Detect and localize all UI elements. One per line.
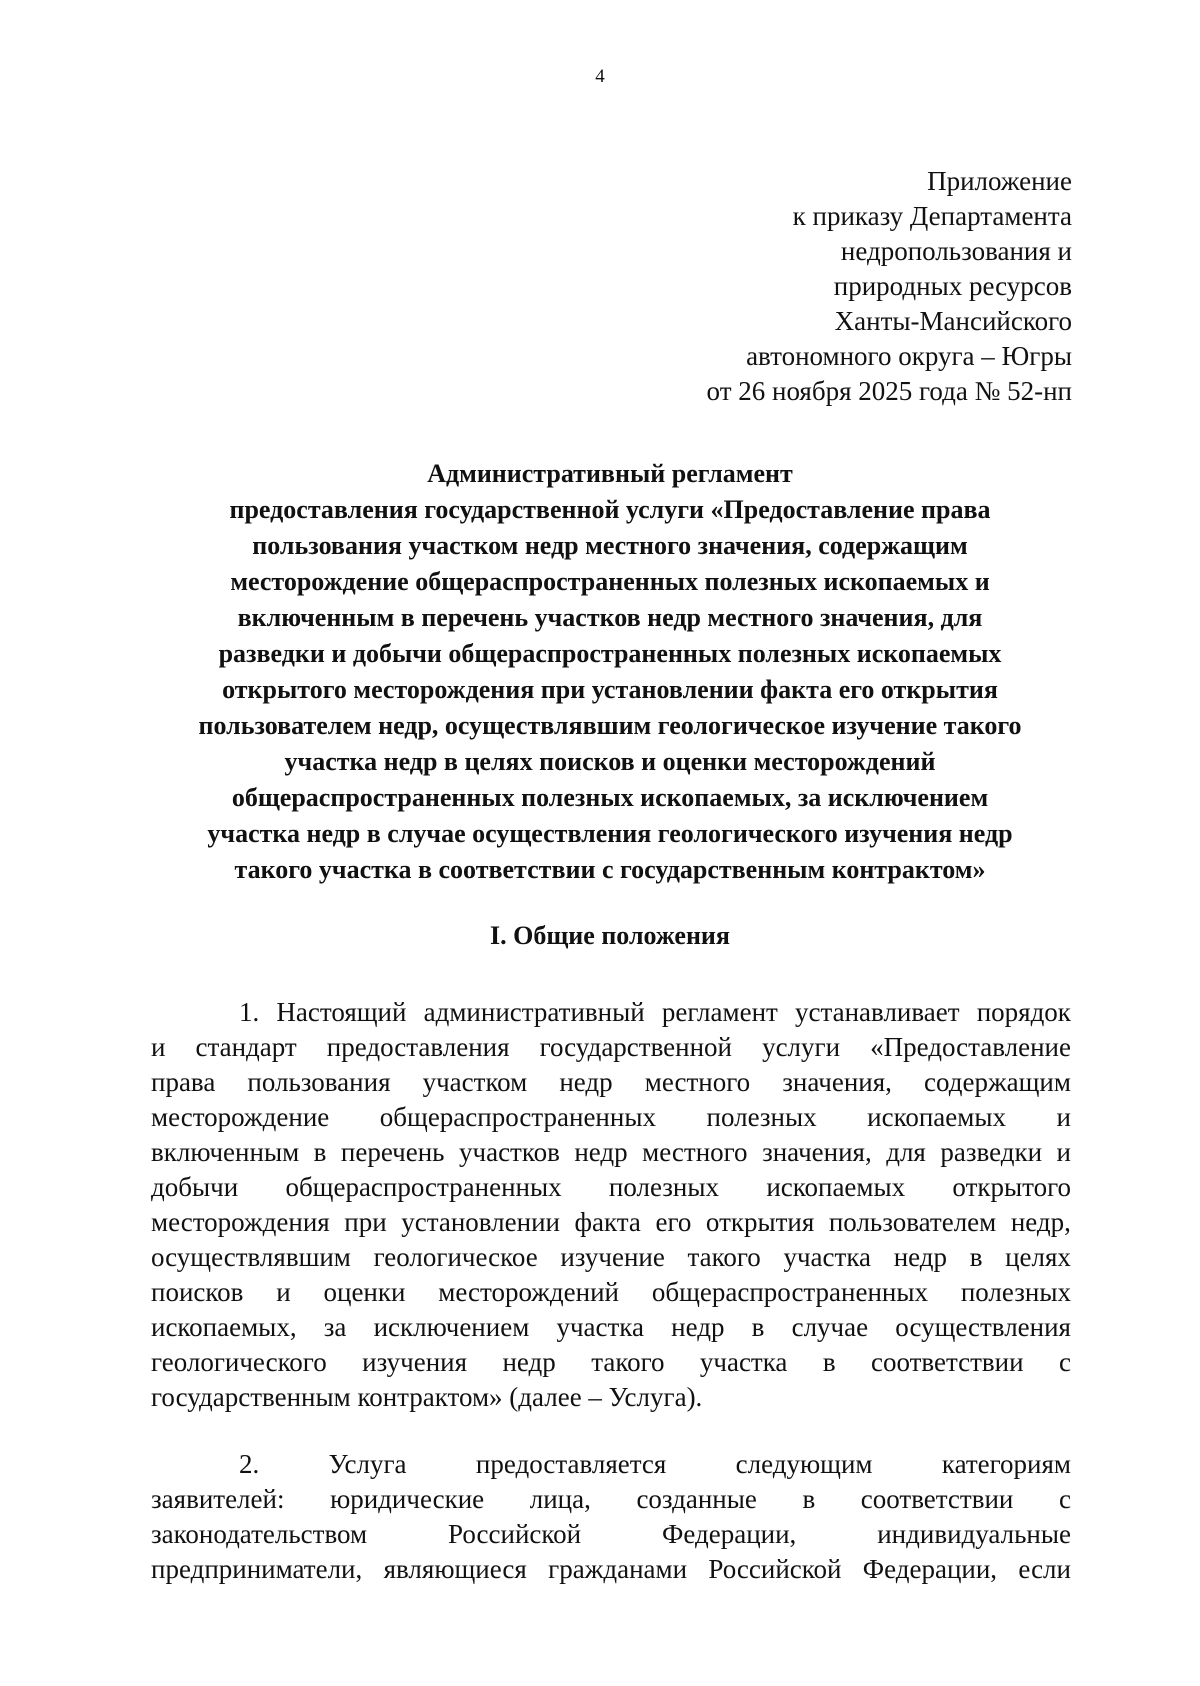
word: гражданами <box>548 1554 688 1584</box>
word: недр <box>671 1312 725 1342</box>
paragraph-line <box>151 1170 1071 1205</box>
word: стандарт <box>195 1032 297 1062</box>
word: изучение <box>560 1242 665 1272</box>
paragraph-line <box>151 1447 1071 1482</box>
word: 1. <box>239 997 260 1027</box>
page-number: 4 <box>595 66 605 87</box>
word: разведки <box>940 1137 1043 1167</box>
title-line: открытого месторождения при установлении факта его открытия <box>222 675 998 704</box>
paragraph-line <box>151 1030 1071 1065</box>
word: месторождений <box>438 1277 620 1307</box>
word: предоставляется <box>475 1449 667 1479</box>
word: созданные <box>636 1484 757 1514</box>
word: для <box>886 1137 926 1167</box>
word: общераспространенных <box>651 1277 929 1307</box>
paragraph-line <box>151 1482 1071 1517</box>
paragraph-line <box>151 1100 1071 1135</box>
word: в <box>751 1312 765 1342</box>
word: оценки <box>323 1277 406 1307</box>
title-line: участка недр в целях поисков и оценки месторождений <box>284 747 936 776</box>
word: общераспространенных <box>379 1102 656 1132</box>
word: значения, <box>762 1137 872 1167</box>
paragraph-line <box>151 995 1071 1030</box>
word: полезных <box>960 1277 1071 1307</box>
word: геологического <box>151 1347 327 1377</box>
word: и <box>1056 1102 1071 1132</box>
word: права <box>151 1067 216 1097</box>
appendix-block <box>472 164 1072 409</box>
word: соответствии <box>860 1484 1014 1514</box>
word: участка <box>556 1312 644 1342</box>
word: соответствии <box>870 1347 1024 1377</box>
word: следующим <box>735 1449 873 1479</box>
word: пользователем <box>828 1207 997 1237</box>
paragraph-line <box>151 1275 1071 1310</box>
word: Российской <box>708 1554 842 1584</box>
word: в <box>822 1347 836 1377</box>
word: Российской <box>448 1519 582 1549</box>
word: ископаемых <box>867 1102 1006 1132</box>
word: перечень <box>340 1137 445 1167</box>
word: лица, <box>529 1484 591 1514</box>
title-line: включенным в перечень участков недр местного значения, для <box>237 603 983 632</box>
word: «Предоставление <box>870 1032 1071 1062</box>
word: Федерации, <box>662 1519 797 1549</box>
word: осуществлявшим <box>151 1242 351 1272</box>
paragraph-line <box>151 1065 1071 1100</box>
word: с <box>1058 1484 1071 1514</box>
paragraph-line: государственным контрактом» (далее – Услуга). <box>151 1382 703 1412</box>
word: государственной <box>539 1032 733 1062</box>
word: участков <box>459 1137 560 1167</box>
word: участком <box>422 1067 528 1097</box>
word: Настоящий <box>276 997 407 1027</box>
paragraph-1 <box>151 995 1071 1415</box>
word: открытия <box>705 1207 815 1237</box>
word: услуги <box>762 1032 841 1062</box>
word: полезных <box>608 1172 720 1202</box>
word: включенным <box>151 1137 300 1167</box>
word: заявителей: <box>151 1484 285 1514</box>
word: полезных <box>706 1102 817 1132</box>
word: за <box>323 1312 347 1342</box>
word: изучения <box>362 1347 468 1377</box>
word: недр <box>574 1137 628 1167</box>
paragraph-line <box>151 1240 1071 1275</box>
word: и <box>276 1277 291 1307</box>
word: предприниматели, <box>151 1554 363 1584</box>
title-line: разведки и добычи общераспространенных полезных ископаемых <box>218 639 1002 668</box>
word: Услуга <box>328 1449 407 1479</box>
word: являющиеся <box>383 1554 527 1584</box>
title-line: Административный регламент <box>427 459 793 488</box>
word: местного <box>642 1137 748 1167</box>
appendix-line: автономного округа – Югры <box>746 341 1072 371</box>
document-title <box>140 456 1080 888</box>
word: исключением <box>373 1312 530 1342</box>
word: недр <box>502 1347 556 1377</box>
word: Федерации, <box>862 1554 998 1584</box>
word: геологическое <box>373 1242 538 1272</box>
appendix-line: Ханты-Мансийского <box>834 306 1072 336</box>
paragraph-line <box>151 1552 1071 1587</box>
word: при <box>344 1207 387 1237</box>
word: ископаемых <box>766 1172 906 1202</box>
word: установлении <box>401 1207 560 1237</box>
word: регламент <box>661 997 778 1027</box>
word: и <box>1056 1137 1071 1167</box>
word: такого <box>591 1347 665 1377</box>
word: содержащим <box>924 1067 1071 1097</box>
word: в <box>969 1242 983 1272</box>
word: законодательством <box>151 1519 368 1549</box>
word: предоставления <box>326 1032 510 1062</box>
title-line: пользователем недр, осуществлявшим геологическое изучение такого <box>198 711 1022 740</box>
word: ископаемых, <box>151 1312 297 1342</box>
title-line: предоставления государственной услуги «Предоставление права <box>229 495 991 524</box>
word: категориям <box>941 1449 1071 1479</box>
word: осуществления <box>895 1312 1071 1342</box>
word: значения, <box>782 1067 892 1097</box>
word: недр <box>893 1242 948 1272</box>
word: и <box>151 1032 166 1062</box>
word: пользования <box>247 1067 391 1097</box>
appendix-line: Приложение <box>927 166 1072 196</box>
word: с <box>1058 1347 1071 1377</box>
title-line: месторождение общераспространенных полезных ископаемых и <box>230 567 990 596</box>
paragraph-line <box>151 1205 1071 1240</box>
word: случае <box>791 1312 869 1342</box>
appendix-line: недропользования и <box>840 236 1072 266</box>
word: недр <box>559 1067 613 1097</box>
word: устанавливает <box>795 997 960 1027</box>
word: целях <box>1005 1242 1071 1272</box>
title-line: участка недр в случае осуществления геологического изучения недр <box>207 819 1013 848</box>
word: добычи <box>151 1172 239 1202</box>
word: участка <box>699 1347 788 1377</box>
word: юридические <box>330 1484 485 1514</box>
title-line: общераспространенных полезных ископаемых, за исключением <box>231 783 989 812</box>
word: участка <box>783 1242 872 1272</box>
paragraph-line <box>151 1517 1071 1552</box>
appendix-line: от 26 ноября 2025 года № 52-нп <box>706 376 1072 406</box>
word: открытого <box>952 1172 1071 1202</box>
section-heading: I. Общие положения <box>490 921 730 950</box>
word: в <box>313 1137 327 1167</box>
word: местного <box>644 1067 751 1097</box>
word: его <box>655 1207 692 1237</box>
word: в <box>802 1484 816 1514</box>
word: месторождение <box>151 1102 330 1132</box>
word: если <box>1018 1554 1071 1584</box>
word: порядок <box>976 997 1071 1027</box>
title-line: пользования участком недр местного значения, содержащим <box>252 531 968 560</box>
word: общераспространенных <box>285 1172 562 1202</box>
paragraph-line <box>151 1310 1071 1345</box>
word: факта <box>574 1207 641 1237</box>
paragraph-line <box>151 1345 1071 1380</box>
word: такого <box>687 1242 761 1272</box>
word: административный <box>423 997 645 1027</box>
word: поисков <box>151 1277 244 1307</box>
word: месторождения <box>151 1207 330 1237</box>
paragraph-2 <box>151 1447 1071 1587</box>
appendix-line: природных ресурсов <box>833 271 1072 301</box>
word: индивидуальные <box>877 1519 1071 1549</box>
word: 2. <box>239 1449 260 1479</box>
paragraph-line <box>151 1135 1071 1170</box>
appendix-line: к приказу Департамента <box>792 201 1072 231</box>
title-line: такого участка в соответствии с государственным контрактом» <box>234 855 986 884</box>
word: недр, <box>1010 1207 1071 1237</box>
